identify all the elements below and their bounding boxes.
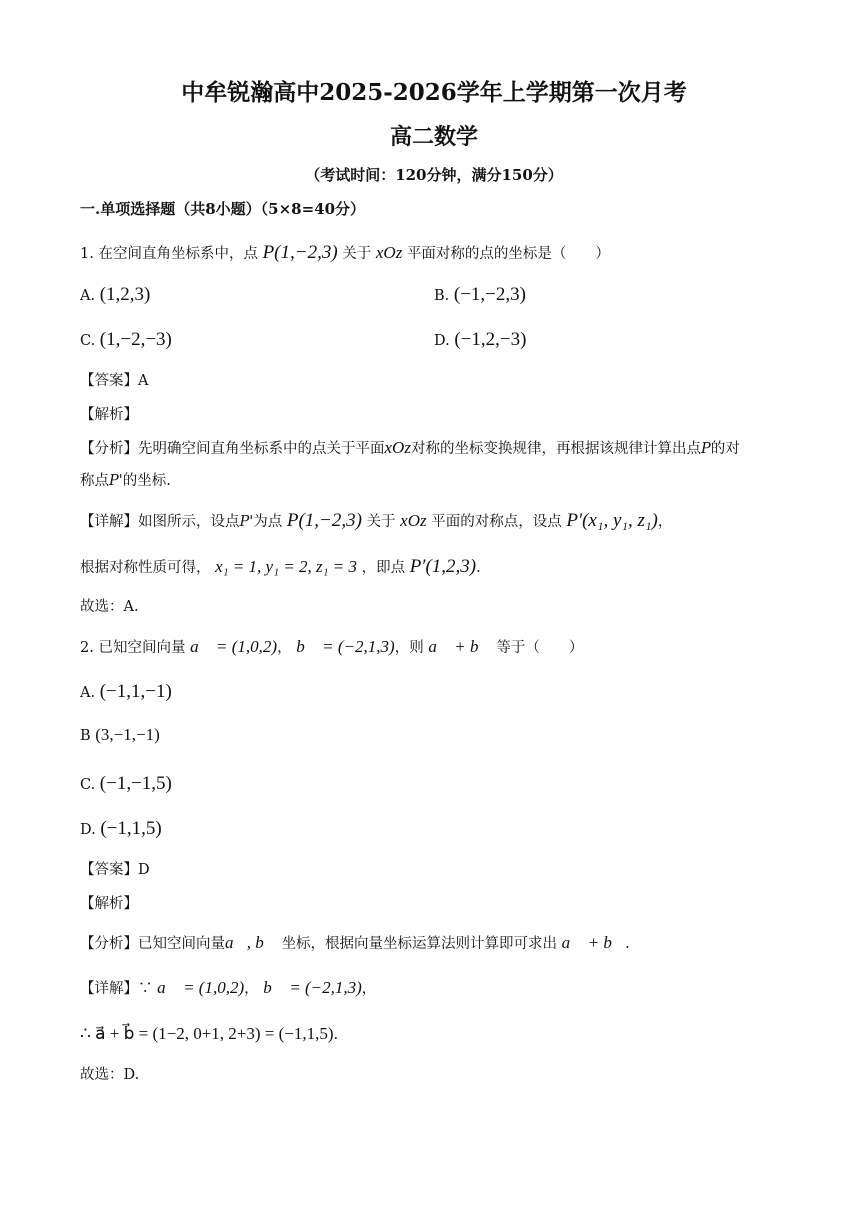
option-label: D. [434,333,450,349]
option-label: A. [80,685,96,701]
subject-title: 高二数学 [389,124,478,150]
q2-choose: 故选：D. [80,1067,140,1083]
q1-xiangjie-text-2: 为点 [253,514,283,530]
q1-fenxi-text: 【分析】先明确空间直角坐标系中的点关于平面 [80,441,385,457]
q1-fenxi-text-3: 的对 [710,441,740,457]
q1-xiangjie-text: 【详解】如图所示，设点 [80,514,240,530]
q1-xiangjie-pp: P' [239,514,254,530]
option-value: (−1,−2,3) [453,284,526,305]
q1-option-c [80,329,172,352]
q2-vector-a: a⃗ = (1,0,2) [190,637,278,656]
q1-xiangjie-coord: P′(x₁, y₁, z₁) [566,510,658,531]
option-value: (1,−2,−3) [99,329,172,350]
q2-xiangjie-end: ， [361,981,377,997]
q2-sum: a⃗ + b⃗ [428,637,492,656]
option-label: A. [80,288,96,304]
q2-answer: 【答案】D [80,862,150,878]
section-heading: 一.单项选择题（共8小题）（5×8=40分） [80,200,366,218]
exam-info: （考试时间：120分钟，满分150分） [305,166,563,184]
q1-result-text: 根据对称性质可得， [80,560,211,576]
q2-fenxi-vectors: a⃗, b⃗ [225,933,277,952]
q1-option-a [80,284,150,307]
q1-stem-text: 1. 在空间直角坐标系中，点 [80,246,258,262]
q2-stem-text-2: ，则 [394,640,424,656]
q2-vector-b: b⃗ = (−2,1,3) [296,637,395,656]
q1-plane: xOz [375,243,403,262]
q1-stem [80,242,610,265]
exam-title: 中牟锐瀚高中2025-2026学年上学期第一次月考 [181,79,687,106]
q1-result-point: P′(1,2,3) [409,556,477,577]
q2-fenxi [80,932,630,955]
q1-result-text-3: . [476,560,481,576]
option-label: D. [80,822,96,838]
q2-fenxi-text: 【分析】已知空间向量 [80,936,225,952]
option-value: (−1,−1,5) [99,773,172,794]
q2-fenxi-text-2: 坐标，根据向量坐标运算法则计算即可求出 [281,936,558,952]
q2-xiangjie-comma: ， [244,981,259,997]
q1-option-b [434,284,526,307]
q2-option-b [80,724,160,747]
q1-answer: 【答案】A [80,373,149,389]
q1-fenxi-pp: P' [109,473,123,489]
q1-result-text-2: ，即点 [361,560,406,576]
q1-xiangjie-text-5: ， [657,514,673,530]
option-label: B. [434,288,450,304]
q2-xiangjie-text: 【详解】∵ [80,981,153,997]
q2-therefore-end: . [333,1027,339,1043]
q1-choose: 故选：A. [80,599,139,615]
q2-stem-text: 2. 已知空间向量 [80,640,186,656]
q2-stem-text-3: 等于（ ） [496,640,584,656]
q2-xiangjie-vector-b: b⃗ = (−2,1,3) [263,978,362,997]
option-label: B [80,728,91,744]
q1-fenxi-plane: xOz [384,438,411,457]
q1-fenxi-text-2: 对称的坐标变换规律，再根据该规律计算出点 [410,441,701,457]
q1-point: P(1,−2,3) [262,242,338,263]
option-value: (−1,2,−3) [454,329,527,350]
q2-stem [80,636,583,659]
q1-xiangjie-text-3: 关于 [366,514,396,530]
option-value: (3,−1,−1) [95,725,160,744]
q1-fenxi-text-5: 的坐标. [122,473,171,489]
q1-xiangjie-point: P(1,−2,3) [286,510,362,531]
q1-result-eq: x₁ = 1, y₁ = 2, z₁ = 3 [215,557,357,576]
q2-fenxi-sum: a⃗ + b⃗ [561,933,626,952]
q2-therefore-eq: ∴ a⃗ + b⃗ = (1−2, 0+1, 2+3) = (−1,1,5) [80,1024,334,1043]
q1-result-line [80,556,481,579]
q1-stem-text-2: 关于 [342,246,372,262]
option-value: (−1,1,−1) [99,681,172,702]
q1-analysis-label: 【解析】 [80,407,138,423]
q1-xiangjie-text-4: 平面的对称点，设点 [431,514,562,530]
q2-analysis-label: 【解析】 [80,896,138,912]
q1-fenxi-text-4: 称点 [80,473,109,489]
q2-comma: ， [277,640,292,656]
q2-xiangjie-vector-a: a⃗ = (1,0,2) [157,978,245,997]
q1-fenxi [80,432,790,497]
q1-xiangjie [80,510,672,533]
q2-option-d [80,818,162,841]
q2-option-a [80,681,172,704]
q2-xiangjie [80,977,376,1000]
q1-stem-text-3: 平面对称的点的坐标是（ ） [406,246,610,262]
q2-fenxi-text-3: . [625,936,630,952]
option-value: (−1,1,5) [100,818,162,839]
option-value: (1,2,3) [99,284,151,305]
q1-option-d [434,329,526,352]
q1-fenxi-p: P [700,441,711,457]
option-label: C. [80,333,96,349]
option-label: C. [80,777,96,793]
q1-xiangjie-plane: xOz [400,511,427,530]
q2-option-c [80,773,172,796]
q2-therefore-line [80,1023,338,1046]
